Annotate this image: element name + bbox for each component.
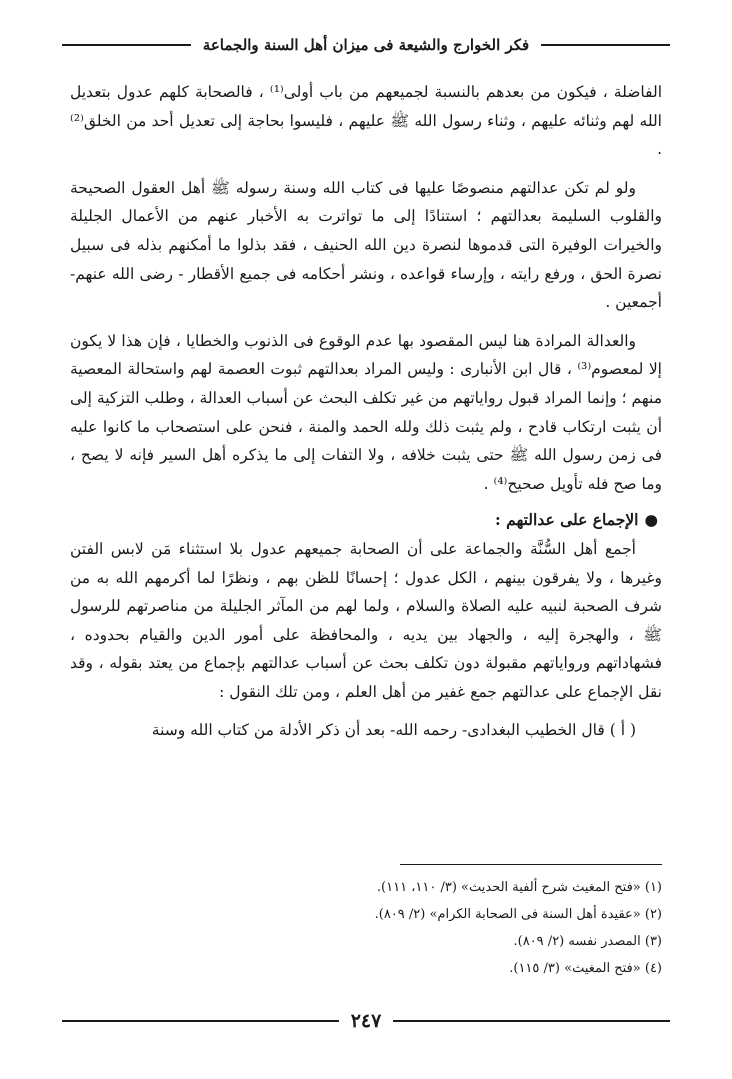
main-text [70, 78, 662, 745]
paragraph-2: ولو لم تكن عدالتهم منصوصًا عليها فى كتاب الله وسنة رسوله ﷺ أهل العقول الصحيحة والقلوب السليمة بعدالتهم ؛ استنادًا إلى ما تواترت به الأخبار عنهم من الأعمال الجليلة والخيرات الوفيرة التى قدموها لنصرة دين الله الحنيف ، فقد بذلوا ما أمكنهم بذله فى سبيل نصرة الحق ، ورفع رايته ، وإرساء قواعده ، ونشر أحكامه فى جميع الأقطار - رضى الله عنهم- أجمعين . [70, 178, 662, 312]
header-rule-left [62, 44, 191, 46]
footnote-3: (٣) المصدر نفسه (٢/ ٨٠٩). [513, 934, 662, 949]
paragraph-4: أجمع أهل السُّنَّة والجماعة على أن الصحابة جميعهم عدول بلا استثناء مَن لابس الفتن وغيرها ، ولا يفرقون بينهم ، الكل عدول ؛ إحسانًا للظن بهم ، ونظرًا لما أكرمهم الله به من شرف الصحبة لنبيه عليه الصلاة والسلام ، ولما لهم من المآثر الجليلة من مناصرتهم للرسول ﷺ ، والهجرة إليه ، والجهاد بين يديه ، والمحافظة على أمور الدين والقيام بحدوده ، فشهاداتهم ورواياتهم مقبولة دون تكلف بحث عن أسباب عدالتهم بإجماع من يعتد بقوله ، وقد نقل الإجماع على عدالتهم جمع غفير من أهل العلم ، ومن تلك النقول : [70, 539, 662, 701]
header-rule-right [541, 44, 670, 46]
page-footer [62, 1008, 670, 1034]
paragraph-1: الفاضلة ، فيكون من بعدهم بالنسبة لجميعهم من باب أولى⁽¹⁾ ، فالصحابة كلهم عدول بتعديل الله لهم وثنائه عليهم ، وثناء رسول الله ﷺ عليهم ، فليسوا بحاجة إلى تعديل أحد من الخلق⁽²⁾ . [70, 83, 663, 159]
footnotes [70, 874, 662, 982]
footnote-1: (١) «فتح المغيث شرح ألفية الحديث» (٣/ ١١٠، ١١١). [376, 880, 662, 895]
footnote-4: (٤) «فتح المغيث» (٣/ ١١٥). [509, 961, 662, 976]
header-title: فكر الخوارج والشيعة فى ميزان أهل السنة والجماعة [202, 36, 530, 54]
footnote-separator [400, 864, 662, 865]
paragraph-5: ( أ ) قال الخطيب البغدادى- رحمه الله- بعد أن ذكر الأدلة من كتاب الله وسنة [151, 721, 636, 740]
footer-rule-left [62, 1020, 339, 1022]
paragraph-3: والعدالة المرادة هنا ليس المقصود بها عدم الوقوع فى الذنوب والخطايا ، فإن هذا لا يكون إلا لمعصوم⁽³⁾ ، قال ابن الأنبارى : وليس المراد بعدالتهم ثبوت العصمة لهم واستحالة المعصية منهم ؛ وإنما المراد قبول رواياتهم من غير تكلف البحث عن أسباب العدالة ، وطلب التزكية إلى أن يثبت ارتكاب قادح ، ولم يثبت ذلك ولله الحمد والمنة ، فنحن على استصحاب ما كانوا عليه فى زمن رسول الله ﷺ حتى يثبت خلافه ، ولا التفات إلى ما يذكره أهل السير فإنه لا يصح ، وما صح فله تأويل صحيح⁽⁴⁾ . [70, 331, 662, 493]
footer-rule-right [393, 1020, 670, 1022]
bullet-icon: ● [644, 510, 658, 530]
section-heading-text: الإجماع على عدالتهم : [495, 510, 639, 530]
running-header [62, 32, 670, 58]
footnote-2: (٢) «عقيدة أهل السنة فى الصحابة الكرام» (٢/ ٨٠٩). [374, 907, 662, 922]
section-heading [70, 506, 662, 535]
page-number: ٢٤٧ [350, 1010, 382, 1032]
